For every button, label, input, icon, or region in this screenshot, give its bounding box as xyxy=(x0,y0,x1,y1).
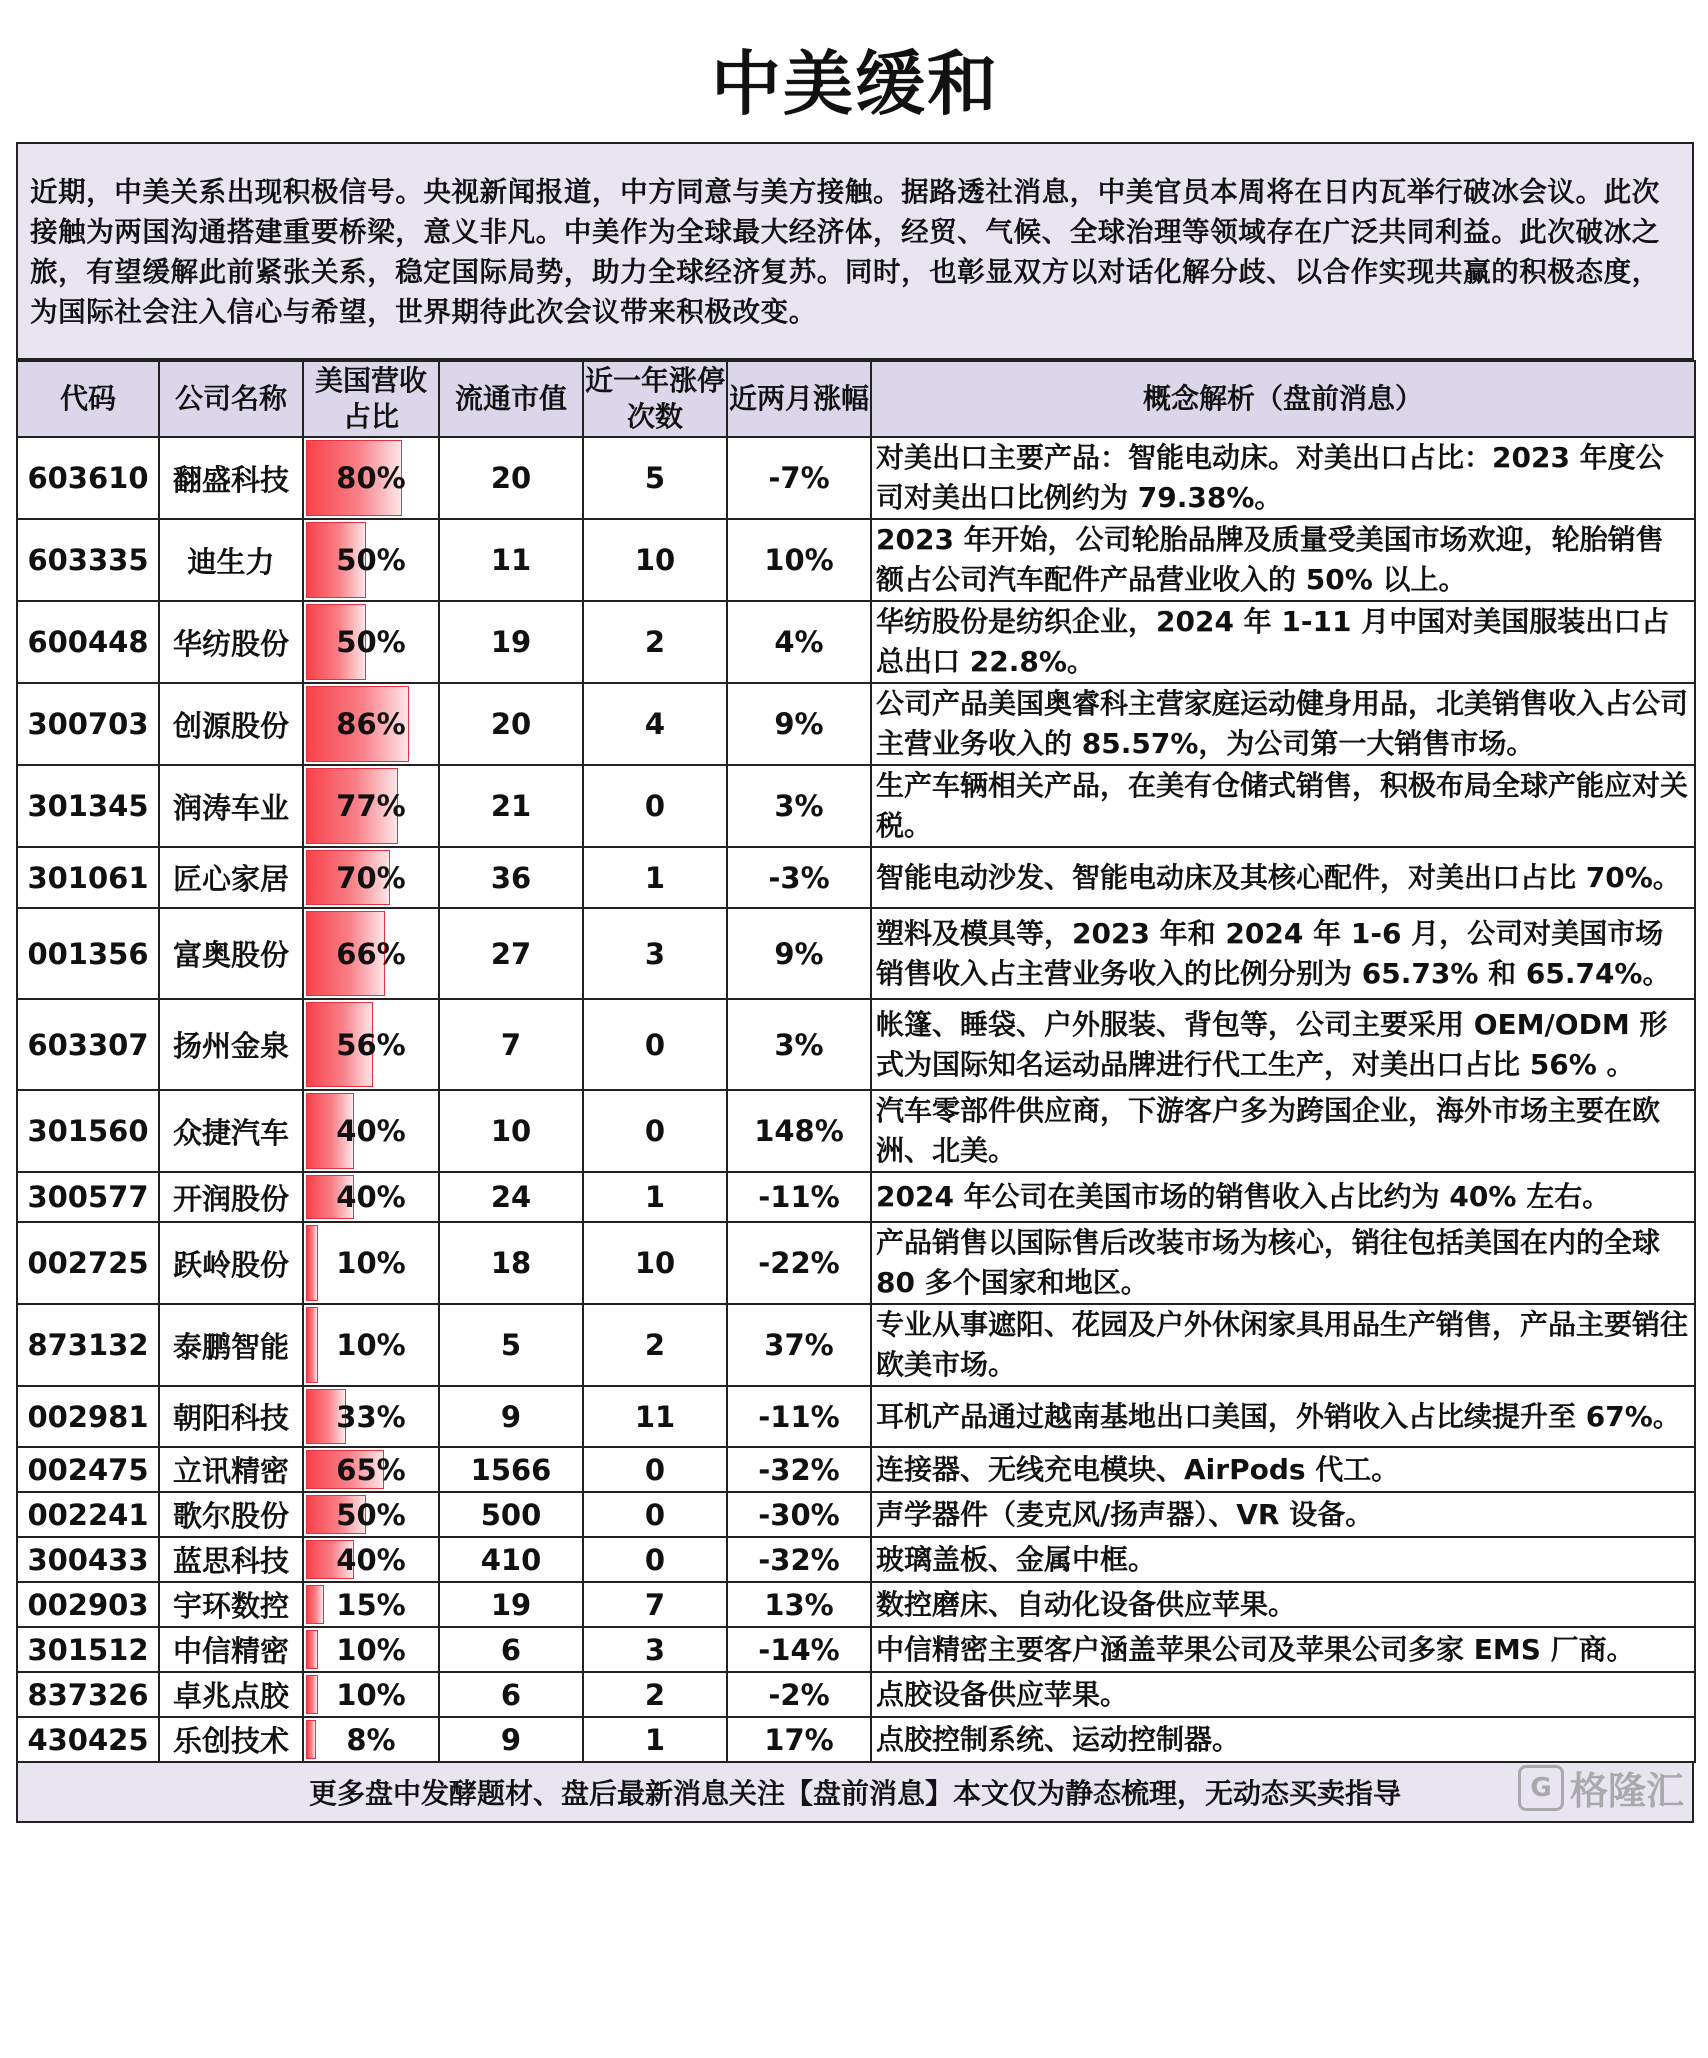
cell-limit: 11 xyxy=(583,1386,727,1447)
cell-limit: 2 xyxy=(583,1304,727,1386)
cell-desc: 数控磨床、自动化设备供应苹果。 xyxy=(871,1582,1695,1627)
cell-mcap: 36 xyxy=(439,847,583,908)
cell-limit: 4 xyxy=(583,683,727,765)
intro-paragraph: 近期，中美关系出现积极信号。央视新闻报道，中方同意与美方接触。据路透社消息，中美官员本周将在日内瓦举行破冰会议。此次接触为两国沟通搭建重要桥梁，意义非凡。中美作为全球最大经济体，经贸、气候、全球治理等领域存在广泛共同利益。此次破冰之旅，有望缓解此前紧张关系，稳定国际局势，助力全球经济复苏。同时，也彰显双方以对话化解分歧、以合作实现共赢的积极态度，为国际社会注入信心与希望，世界期待此次会议带来积极改变。 xyxy=(16,144,1694,360)
watermark-logo-icon: G xyxy=(1518,1765,1564,1811)
cell-name: 富奥股份 xyxy=(159,908,303,999)
ratio-label: 10% xyxy=(336,1677,406,1712)
cell-ratio xyxy=(303,683,439,765)
cell-code: 001356 xyxy=(17,908,159,999)
cell-change: 37% xyxy=(727,1304,871,1386)
cell-change: -32% xyxy=(727,1537,871,1582)
cell-limit: 2 xyxy=(583,601,727,683)
header-change: 近两月涨幅 xyxy=(727,361,871,437)
cell-limit: 0 xyxy=(583,765,727,847)
cell-code: 002903 xyxy=(17,1582,159,1627)
cell-change: -3% xyxy=(727,847,871,908)
ratio-label: 86% xyxy=(336,707,406,741)
ratio-label: 40% xyxy=(336,1542,406,1577)
cell-change: 3% xyxy=(727,999,871,1090)
cell-mcap: 1566 xyxy=(439,1447,583,1492)
ratio-bar xyxy=(306,1585,324,1624)
table-row xyxy=(17,1672,1695,1717)
cell-desc: 塑料及模具等，2023 年和 2024 年 1-6 月，公司对美国市场销售收入占主营业务收入的比例分别为 65.73% 和 65.74%。 xyxy=(871,908,1695,999)
cell-code: 603610 xyxy=(17,437,159,519)
cell-name: 蓝思科技 xyxy=(159,1537,303,1582)
cell-limit: 0 xyxy=(583,1447,727,1492)
ratio-bar xyxy=(306,1630,318,1669)
cell-desc: 生产车辆相关产品，在美有仓储式销售，积极布局全球产能应对关税。 xyxy=(871,765,1695,847)
table-row xyxy=(17,437,1695,519)
cell-change: 13% xyxy=(727,1582,871,1627)
cell-change: 10% xyxy=(727,519,871,601)
table-row xyxy=(17,1582,1695,1627)
cell-ratio xyxy=(303,1627,439,1672)
table-row xyxy=(17,847,1695,908)
cell-desc: 2023 年开始，公司轮胎品牌及质量受美国市场欢迎，轮胎销售额占公司汽车配件产品营业收入的 50% 以上。 xyxy=(871,519,1695,601)
cell-desc: 耳机产品通过越南基地出口美国，外销收入占比续提升至 67%。 xyxy=(871,1386,1695,1447)
cell-mcap: 6 xyxy=(439,1627,583,1672)
cell-ratio xyxy=(303,847,439,908)
ratio-label: 70% xyxy=(336,860,406,895)
table-row xyxy=(17,1304,1695,1386)
cell-code: 301512 xyxy=(17,1627,159,1672)
table-row xyxy=(17,1492,1695,1537)
cell-name: 众捷汽车 xyxy=(159,1090,303,1172)
cell-limit: 3 xyxy=(583,908,727,999)
cell-name: 宇环数控 xyxy=(159,1582,303,1627)
table-row xyxy=(17,1537,1695,1582)
cell-limit: 1 xyxy=(583,1172,727,1222)
cell-desc: 对美出口主要产品：智能电动床。对美出口占比：2023 年度公司对美出口比例约为 79.38%。 xyxy=(871,437,1695,519)
ratio-label: 40% xyxy=(336,1180,406,1214)
cell-ratio xyxy=(303,1386,439,1447)
cell-desc: 连接器、无线充电模块、AirPods 代工。 xyxy=(871,1447,1695,1492)
cell-mcap: 6 xyxy=(439,1672,583,1717)
cell-limit: 3 xyxy=(583,1627,727,1672)
cell-name: 乐创技术 xyxy=(159,1717,303,1762)
cell-change: -11% xyxy=(727,1386,871,1447)
cell-mcap: 7 xyxy=(439,999,583,1090)
table-row xyxy=(17,1222,1695,1304)
cell-change: -30% xyxy=(727,1492,871,1537)
cell-code: 002981 xyxy=(17,1386,159,1447)
table-row xyxy=(17,765,1695,847)
cell-mcap: 9 xyxy=(439,1717,583,1762)
cell-code: 430425 xyxy=(17,1717,159,1762)
table-body xyxy=(17,437,1695,1762)
header-row xyxy=(17,361,1695,437)
cell-mcap: 5 xyxy=(439,1304,583,1386)
cell-limit: 0 xyxy=(583,1492,727,1537)
cell-name: 歌尔股份 xyxy=(159,1492,303,1537)
ratio-label: 15% xyxy=(336,1587,406,1622)
footer-text: 更多盘中发酵题材、盘后最新消息关注【盘前消息】本文仅为静态梳理，无动态买卖指导 xyxy=(308,1777,1401,1810)
cell-mcap: 21 xyxy=(439,765,583,847)
cell-desc: 点胶控制系统、运动控制器。 xyxy=(871,1717,1695,1762)
cell-name: 润涛车业 xyxy=(159,765,303,847)
cell-limit: 0 xyxy=(583,999,727,1090)
cell-desc: 智能电动沙发、智能电动床及其核心配件，对美出口占比 70%。 xyxy=(871,847,1695,908)
cell-ratio xyxy=(303,908,439,999)
cell-mcap: 9 xyxy=(439,1386,583,1447)
ratio-label: 80% xyxy=(336,461,406,495)
cell-mcap: 10 xyxy=(439,1090,583,1172)
table-row xyxy=(17,601,1695,683)
header-name: 公司名称 xyxy=(159,361,303,437)
cell-code: 301061 xyxy=(17,847,159,908)
cell-ratio xyxy=(303,1717,439,1762)
cell-desc: 声学器件（麦克风/扬声器）、VR 设备。 xyxy=(871,1492,1695,1537)
cell-change: 4% xyxy=(727,601,871,683)
watermark xyxy=(1518,1760,1684,1815)
ratio-label: 40% xyxy=(336,1114,406,1148)
cell-desc: 产品销售以国际售后改装市场为核心，销往包括美国在内的全球 80 多个国家和地区。 xyxy=(871,1222,1695,1304)
table-row xyxy=(17,1386,1695,1447)
cell-name: 泰鹏智能 xyxy=(159,1304,303,1386)
cell-ratio xyxy=(303,519,439,601)
cell-ratio xyxy=(303,1090,439,1172)
ratio-label: 50% xyxy=(336,1497,406,1532)
header-mcap: 流通市值 xyxy=(439,361,583,437)
cell-code: 002725 xyxy=(17,1222,159,1304)
cell-code: 603335 xyxy=(17,519,159,601)
cell-code: 301345 xyxy=(17,765,159,847)
ratio-bar xyxy=(306,1720,316,1759)
cell-desc: 点胶设备供应苹果。 xyxy=(871,1672,1695,1717)
cell-limit: 0 xyxy=(583,1537,727,1582)
cell-mcap: 410 xyxy=(439,1537,583,1582)
table-row xyxy=(17,1717,1695,1762)
cell-name: 扬州金泉 xyxy=(159,999,303,1090)
cell-limit: 10 xyxy=(583,519,727,601)
cell-limit: 7 xyxy=(583,1582,727,1627)
cell-ratio xyxy=(303,1222,439,1304)
cell-desc: 帐篷、睡袋、户外服装、背包等，公司主要采用 OEM/ODM 形式为国际知名运动品牌进行代工生产，对美出口占比 56% 。 xyxy=(871,999,1695,1090)
cell-name: 迪生力 xyxy=(159,519,303,601)
cell-name: 创源股份 xyxy=(159,683,303,765)
cell-limit: 0 xyxy=(583,1090,727,1172)
cell-ratio xyxy=(303,1172,439,1222)
header-ratio: 美国营收占比 xyxy=(303,361,439,437)
cell-mcap: 18 xyxy=(439,1222,583,1304)
table-row xyxy=(17,1172,1695,1222)
cell-change: 9% xyxy=(727,908,871,999)
stock-table xyxy=(16,360,1696,1763)
cell-change: 9% xyxy=(727,683,871,765)
cell-name: 立讯精密 xyxy=(159,1447,303,1492)
cell-mcap: 500 xyxy=(439,1492,583,1537)
cell-limit: 2 xyxy=(583,1672,727,1717)
cell-ratio xyxy=(303,1582,439,1627)
cell-change: 3% xyxy=(727,765,871,847)
cell-code: 300703 xyxy=(17,683,159,765)
cell-ratio xyxy=(303,1304,439,1386)
cell-change: -14% xyxy=(727,1627,871,1672)
cell-mcap: 19 xyxy=(439,1582,583,1627)
sheet xyxy=(16,14,1694,1823)
cell-name: 朝阳科技 xyxy=(159,1386,303,1447)
cell-desc: 2024 年公司在美国市场的销售收入占比约为 40% 左右。 xyxy=(871,1172,1695,1222)
cell-code: 603307 xyxy=(17,999,159,1090)
table-row xyxy=(17,683,1695,765)
ratio-label: 65% xyxy=(336,1452,406,1487)
cell-ratio xyxy=(303,1537,439,1582)
page-title: 中美缓和 xyxy=(16,14,1694,144)
ratio-label: 50% xyxy=(336,543,406,577)
ratio-bar xyxy=(306,1675,318,1714)
cell-change: -7% xyxy=(727,437,871,519)
cell-ratio xyxy=(303,437,439,519)
table-row xyxy=(17,908,1695,999)
cell-name: 开润股份 xyxy=(159,1172,303,1222)
cell-name: 卓兆点胶 xyxy=(159,1672,303,1717)
table-row xyxy=(17,1447,1695,1492)
ratio-label: 50% xyxy=(336,625,406,659)
cell-change: -32% xyxy=(727,1447,871,1492)
cell-change: -11% xyxy=(727,1172,871,1222)
ratio-label: 33% xyxy=(336,1399,406,1434)
cell-name: 中信精密 xyxy=(159,1627,303,1672)
table-row xyxy=(17,519,1695,601)
ratio-label: 10% xyxy=(336,1246,406,1280)
footer xyxy=(16,1763,1694,1823)
cell-limit: 1 xyxy=(583,847,727,908)
cell-code: 600448 xyxy=(17,601,159,683)
cell-mcap: 20 xyxy=(439,683,583,765)
cell-change: 17% xyxy=(727,1717,871,1762)
cell-code: 300433 xyxy=(17,1537,159,1582)
table-row xyxy=(17,999,1695,1090)
cell-ratio xyxy=(303,1672,439,1717)
cell-code: 301560 xyxy=(17,1090,159,1172)
cell-limit: 5 xyxy=(583,437,727,519)
cell-desc: 汽车零部件供应商，下游客户多为跨国企业，海外市场主要在欧洲、北美。 xyxy=(871,1090,1695,1172)
cell-ratio xyxy=(303,999,439,1090)
ratio-bar xyxy=(306,1307,318,1383)
ratio-label: 8% xyxy=(346,1722,396,1757)
cell-desc: 华纺股份是纺织企业，2024 年 1-11 月中国对美国服装出口占总出口 22.8%。 xyxy=(871,601,1695,683)
cell-ratio xyxy=(303,765,439,847)
table-row xyxy=(17,1090,1695,1172)
cell-desc: 专业从事遮阳、花园及户外休闲家具用品生产销售，产品主要销往欧美市场。 xyxy=(871,1304,1695,1386)
cell-code: 873132 xyxy=(17,1304,159,1386)
cell-ratio xyxy=(303,601,439,683)
ratio-bar xyxy=(306,1225,318,1301)
cell-ratio xyxy=(303,1447,439,1492)
cell-code: 002475 xyxy=(17,1447,159,1492)
cell-mcap: 19 xyxy=(439,601,583,683)
cell-mcap: 20 xyxy=(439,437,583,519)
cell-limit: 10 xyxy=(583,1222,727,1304)
ratio-label: 10% xyxy=(336,1632,406,1667)
header-desc: 概念解析（盘前消息） xyxy=(871,361,1695,437)
cell-change: -2% xyxy=(727,1672,871,1717)
cell-change: 148% xyxy=(727,1090,871,1172)
cell-code: 002241 xyxy=(17,1492,159,1537)
watermark-text: 格隆汇 xyxy=(1569,1769,1684,1813)
table-row xyxy=(17,1627,1695,1672)
cell-code: 837326 xyxy=(17,1672,159,1717)
header-limit: 近一年涨停次数 xyxy=(583,361,727,437)
cell-ratio xyxy=(303,1492,439,1537)
ratio-label: 10% xyxy=(336,1328,406,1362)
cell-mcap: 11 xyxy=(439,519,583,601)
cell-code: 300577 xyxy=(17,1172,159,1222)
cell-name: 匠心家居 xyxy=(159,847,303,908)
cell-name: 翻盛科技 xyxy=(159,437,303,519)
cell-mcap: 24 xyxy=(439,1172,583,1222)
cell-limit: 1 xyxy=(583,1717,727,1762)
ratio-label: 77% xyxy=(336,789,406,823)
cell-desc: 中信精密主要客户涵盖苹果公司及苹果公司多家 EMS 厂商。 xyxy=(871,1627,1695,1672)
cell-change: -22% xyxy=(727,1222,871,1304)
ratio-label: 66% xyxy=(336,936,406,971)
cell-desc: 公司产品美国奥睿科主营家庭运动健身用品，北美销售收入占公司主营业务收入的 85.57%，为公司第一大销售市场。 xyxy=(871,683,1695,765)
header-code: 代码 xyxy=(17,361,159,437)
cell-name: 华纺股份 xyxy=(159,601,303,683)
cell-mcap: 27 xyxy=(439,908,583,999)
cell-name: 跃岭股份 xyxy=(159,1222,303,1304)
cell-desc: 玻璃盖板、金属中框。 xyxy=(871,1537,1695,1582)
ratio-label: 56% xyxy=(336,1027,406,1062)
